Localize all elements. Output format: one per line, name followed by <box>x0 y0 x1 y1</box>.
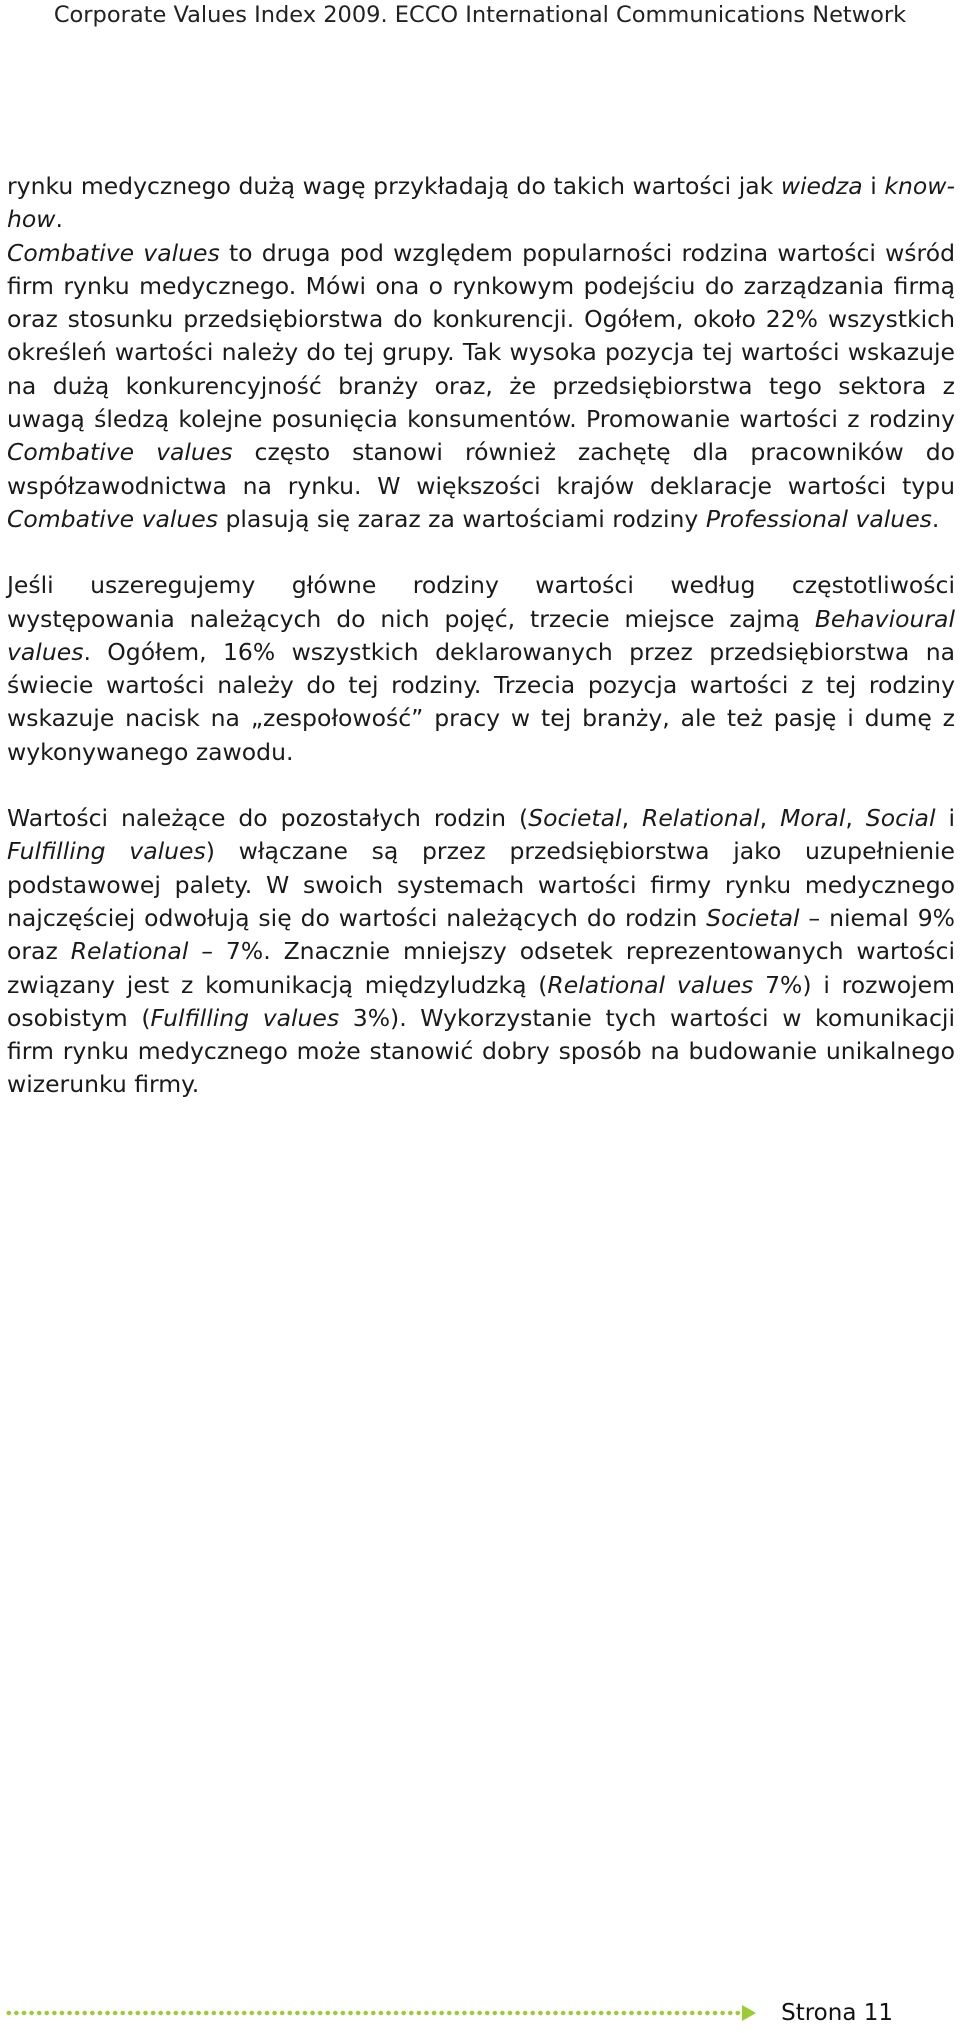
document-body <box>7 170 955 1102</box>
text-run: , <box>621 804 642 833</box>
text-run: to druga pod względem popularności rodzina wartości wśród firm rynku medycznego. Mówi ona o rynkowym podejściu do zarządzania firmą oraz stosunku przedsiębiorstwa do konkurencji. Ogółem, około 22% wszystkich określeń wartości należy do tej grupy. Tak wysoka pozycja tej wartości wskazuje na dużą konkurencyjność branży oraz, że przedsiębiorstwa tego sektora z uwagą śledzą kolejne posunięcia konsumentów. Promowanie wartości z rodziny <box>7 238 955 434</box>
italic-term: Fulfilling values <box>7 837 206 866</box>
text-run: 7%) i rozwojem osobistym ( <box>7 970 955 1032</box>
italic-term: Combative values <box>7 438 233 467</box>
text-run: 3%). Wykorzystanie tych wartości w komunikacji firm rynku medycznego może stanowić dobry sposób na budowanie unikalnego wizerunku firmy. <box>7 1003 955 1099</box>
italic-term: Relational values <box>547 970 754 999</box>
italic-term: Relational <box>70 937 189 966</box>
paragraph <box>7 802 955 1102</box>
text-run: Wartości należące do pozostałych rodzin ( <box>7 804 529 833</box>
dotted-rule <box>5 2010 745 2016</box>
italic-term: Combative values <box>7 504 219 533</box>
text-run: i <box>862 172 885 200</box>
italic-term: Professional values <box>705 504 932 533</box>
italic-term: Behavioural values <box>7 604 955 666</box>
italic-term: Relational <box>642 804 760 833</box>
text-run: i <box>935 804 955 833</box>
italic-term: wiedza <box>780 172 863 200</box>
italic-term: Moral <box>780 804 846 833</box>
text-run: plasują się zaraz za wartościami rodziny <box>218 504 706 533</box>
arrow-icon <box>742 2005 756 2021</box>
italic-term: Societal <box>706 903 800 932</box>
text-run: , <box>845 804 866 833</box>
italic-term: Social <box>865 804 936 833</box>
italic-term: Fulfilling values <box>150 1003 340 1032</box>
text-run: , <box>759 804 781 833</box>
text-run: . Ogółem, 16% wszystkich deklarowanych przez przedsiębiorstwa na świecie wartości należy do tej rodziny. Trzecia pozycja wartości z tej rodziny wskazuje nacisk na „zespołowość” pracy w tej branży, ale też pasję i dumę z wykonywanego zawodu. <box>7 637 955 766</box>
text-run: rynku medycznego dużą wagę przykładają do takich wartości jak <box>7 172 781 200</box>
paragraph <box>7 569 955 769</box>
text-run: ) włączane są przez przedsiębiorstwa jako uzupełnienie podstawowej palety. W swoich systemach wartości firmy rynku medycznego najczęściej odwołują się do wartości należących do rodzin <box>7 837 955 932</box>
text-run: . <box>931 504 940 533</box>
page-number: Strona 11 <box>781 2000 893 2026</box>
paragraph <box>7 170 955 536</box>
page-header <box>0 0 960 30</box>
text-run: – 7%. Znacznie mniejszy odsetek reprezentowanych wartości związany jest z komunikacją międzyludzką ( <box>7 937 955 999</box>
text-run: . <box>55 205 63 234</box>
text-run: często stanowi również zachętę dla pracowników do współzawodnictwa na rynku. W większości krajów deklaracje wartości typu <box>7 438 955 500</box>
text-run: Jeśli uszeregujemy główne rodziny wartości według częstotliwości występowania należących do nich pojęć, trzecie miejsce zajmą <box>7 571 955 633</box>
italic-term: know-how <box>7 172 955 234</box>
italic-term: Combative values <box>7 238 220 267</box>
header-title: Corporate Values Index 2009. ECCO International Communications Network <box>53 2 907 28</box>
text-run: – niemal 9% oraz <box>7 903 955 966</box>
italic-term: Societal <box>528 804 622 833</box>
page-footer <box>0 1998 960 2028</box>
